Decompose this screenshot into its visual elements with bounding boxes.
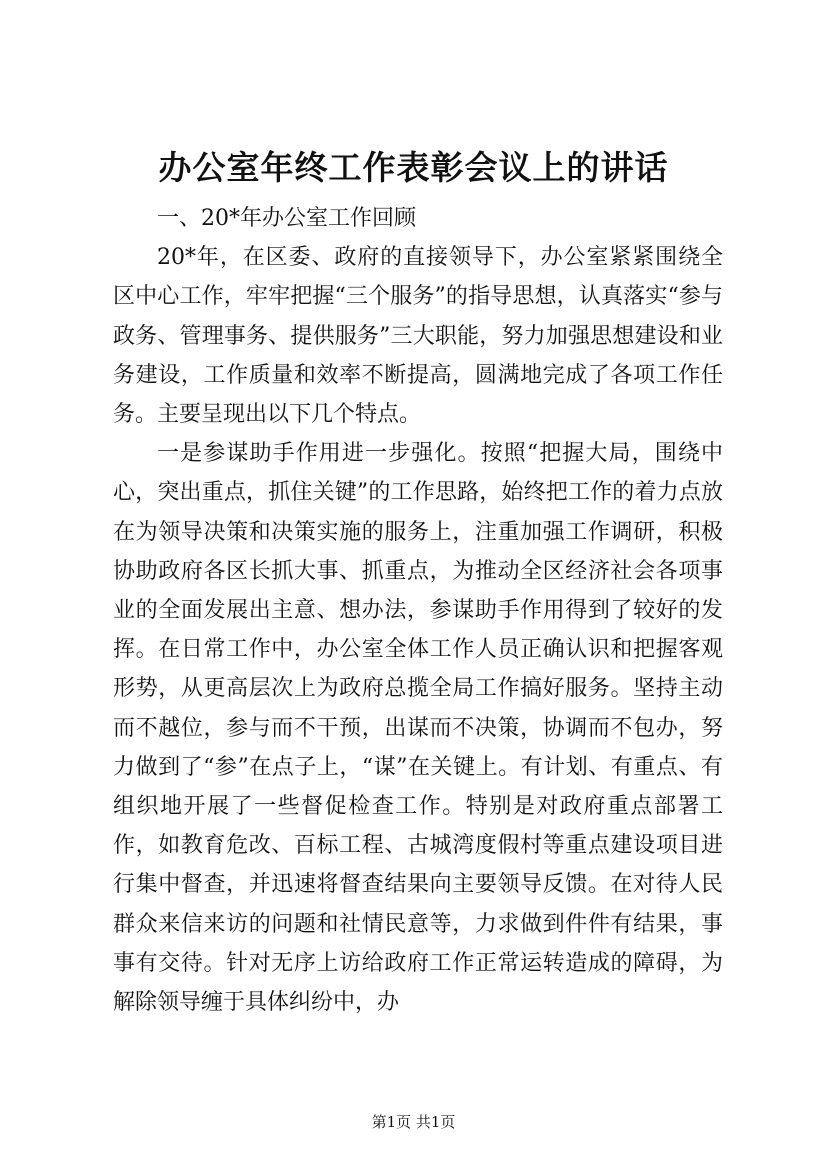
section-heading: 一、20*年办公室工作回顾 xyxy=(157,206,416,231)
page-footer: 第1页 共1页 xyxy=(371,1113,456,1131)
paragraph: 一是参谋助手作用进一步强化。按照“把握大局，围绕中心，突出重点，抓住关键”的工作思路，始终把工作的着力点放在为领导决策和决策实施的服务上，注重加强工作调研，积极协助政府各区长抓大事、抓重点，为推动全区经济社会各项事业的全面发展出主意、想办法，参谋助手作用得到了较好的发挥。在日常工作中，办公室全体工作人员正确认识和把握客观形势，从更高层次上为政府总揽全局工作搞好服务。坚持主动而不越位，参与而不干预，出谋而不决策，协调而不包办，努力做到了“参”在点子上，“谋”在关键上。有计划、有重点、有组织地开展了一些督促检查工作。特别是对政府重点部署工作，如教育危改、百标工程、古城湾度假村等重点建设项目进行集中督查，并迅速将督查结果向主要领导反馈。在对待人民群众来信来访的问题和社情民意等，力求做到件件有结果，事事有交待。针对无序上访给政府工作正常运转造成的障碍，为解除领导缠于具体纠纷中，办 xyxy=(113,441,723,1016)
document-body xyxy=(113,199,723,1022)
paragraph: 20*年，在区委、政府的直接领导下，办公室紧紧围绕全区中心工作，牢牢把握“三个服务”的指导思想，认真落实“参与政务、管理事务、提供服务”三大职能，努力加强思想建设和业务建设，工作质量和效率不断提高，圆满地完成了各项工作任务。主要呈现出以下几个特点。 xyxy=(113,245,723,428)
document-title: 办公室年终工作表彰会议上的讲话 xyxy=(158,148,669,187)
